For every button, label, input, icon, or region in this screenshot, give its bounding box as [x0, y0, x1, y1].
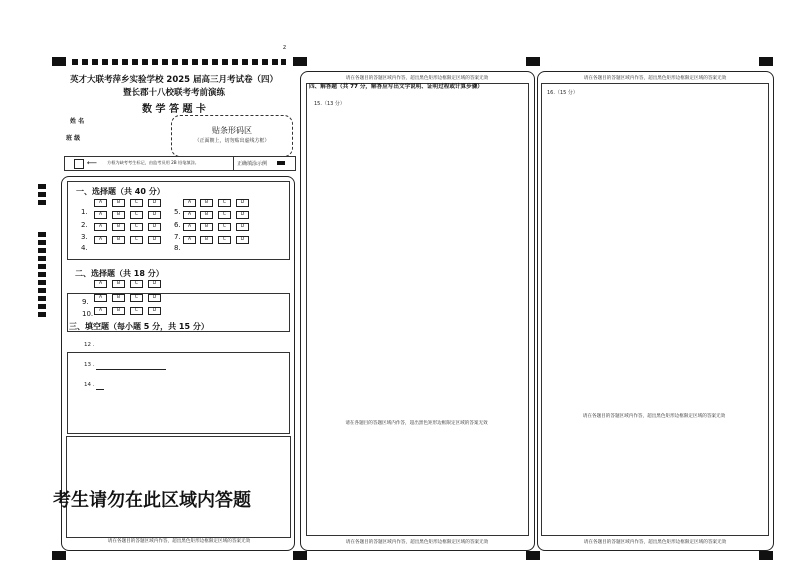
q10-option-a[interactable]: A — [94, 307, 107, 315]
corner-mark-bottom-left — [52, 551, 66, 560]
exam-title-line2: 暨长郡十八校联考考前演练 — [122, 88, 225, 98]
section1-title: 一、选择题（共 40 分） — [76, 187, 165, 196]
q13-answer-line[interactable] — [96, 369, 166, 370]
q4-option-a[interactable]: A — [94, 236, 107, 244]
q7-option-d[interactable]: D — [236, 223, 249, 231]
q7-number: 7. — [174, 233, 181, 241]
q4-option-c[interactable]: C — [130, 236, 143, 244]
q14-label: 14 . — [84, 382, 95, 388]
q9-option-c[interactable]: C — [130, 294, 143, 302]
q6-option-a[interactable]: A — [183, 211, 196, 219]
q3-option-d[interactable]: D — [148, 223, 161, 231]
no-answer-watermark: 考生请勿在此区域内答题 — [53, 490, 251, 511]
panel2-mid-warning: 请在各题目的答题区域内作答，超出黑色矩形边框限定区域的答案无效 — [345, 421, 488, 426]
absent-note: 方框为缺考考生标记，由监考员用 2B 铅笔填涂。 — [107, 160, 199, 165]
q9-option-a[interactable]: A — [94, 294, 107, 302]
q15-label: 15.（13 分） — [314, 101, 345, 107]
panel1-bottom-warning: 请在各题目的答题区域内作答，超出黑色矩形边框限定区域的答案无效 — [107, 539, 251, 544]
q3-option-a[interactable]: A — [94, 223, 107, 231]
corner-mark-bottom-right — [759, 551, 773, 560]
corner-mark-top-mid2 — [526, 57, 540, 66]
q2-option-c[interactable]: C — [130, 211, 143, 219]
q10-number: 10. — [82, 310, 94, 318]
arrow-left-icon: ⟵ — [87, 159, 98, 167]
q4-number: 4. — [81, 244, 88, 252]
q3-option-b[interactable]: B — [112, 223, 125, 231]
s2-header-option-b[interactable]: B — [112, 280, 125, 288]
q3-number: 3. — [81, 233, 88, 241]
q4-option-d[interactable]: D — [148, 236, 161, 244]
barcode-note: （正面朝上，切勿贴出虚线方框） — [194, 138, 270, 144]
q5-number: 5. — [174, 208, 181, 216]
section4-title: 四、解答题（共 77 分，解答应写出文字说明、证明过程或计算步骤） — [309, 84, 483, 90]
q9-option-b[interactable]: B — [112, 294, 125, 302]
panel2-top-warning: 请在各题目的答题区域内作答，超出黑色矩形边框限定区域的答案无效 — [345, 76, 489, 81]
q14-answer-line[interactable] — [96, 389, 104, 390]
q8-option-d[interactable]: D — [236, 236, 249, 244]
s2-header-option-d[interactable]: D — [148, 280, 161, 288]
q5-option-d[interactable]: D — [236, 199, 249, 207]
q10-option-b[interactable]: B — [112, 307, 125, 315]
corner-mark-bottom-mid2 — [526, 551, 540, 560]
s2-header-option-c[interactable]: C — [130, 280, 143, 288]
barcode-area — [171, 115, 293, 157]
q7-option-a[interactable]: A — [183, 223, 196, 231]
exam-title-line3: 数 学 答 题 卡 — [142, 104, 206, 115]
q7-option-c[interactable]: C — [218, 223, 231, 231]
panel3-top-warning: 请在各题目的答题区域内作答，超出黑色矩形边框限定区域的答案无效 — [583, 76, 727, 81]
q8-option-b[interactable]: B — [200, 236, 213, 244]
corner-mark-top-right — [759, 57, 773, 66]
q16-answer-area[interactable] — [541, 83, 769, 536]
absent-checkbox[interactable] — [74, 159, 84, 169]
q9-number: 9. — [82, 298, 89, 306]
q3-option-c[interactable]: C — [130, 223, 143, 231]
q12-label: 12 . — [84, 342, 95, 348]
section2-title: 二、选择题（共 18 分） — [75, 269, 164, 278]
q8-number: 8. — [174, 244, 181, 252]
q2-option-b[interactable]: B — [112, 211, 125, 219]
corner-mark-bottom-mid — [293, 551, 307, 560]
q16-label: 16.（15 分） — [547, 90, 578, 96]
q13-label: 13 . — [84, 362, 95, 368]
q15-answer-area[interactable] — [306, 83, 529, 536]
q4-option-b[interactable]: B — [112, 236, 125, 244]
q6-option-c[interactable]: C — [218, 211, 231, 219]
section3-title: 三、填空题（每小题 5 分，共 15 分） — [69, 322, 209, 331]
panel3-bottom-warning: 请在各题目的答题区域内作答，超出黑色矩形边框限定区域的答案无效 — [583, 540, 727, 545]
q1-option-d[interactable]: D — [148, 199, 161, 207]
q2-option-a[interactable]: A — [94, 211, 107, 219]
section3-box — [67, 352, 290, 434]
absent-row — [64, 156, 296, 171]
q2-number: 2. — [81, 221, 88, 229]
class-label: 班 级 — [66, 135, 81, 142]
q8-option-c[interactable]: C — [218, 236, 231, 244]
correct-fill-example — [277, 161, 285, 165]
q7-option-b[interactable]: B — [200, 223, 213, 231]
q6-option-d[interactable]: D — [236, 211, 249, 219]
q9-option-d[interactable]: D — [148, 294, 161, 302]
panel2-bottom-warning: 请在各题目的答题区域内作答，超出黑色矩形边框限定区域的答案无效 — [345, 540, 489, 545]
panel3-mid-warning: 请在各题目的答题区域内作答，超出黑色矩形边框限定区域的答案无效 — [582, 414, 726, 419]
stray-mark: z — [283, 44, 287, 51]
barcode-title: 贴条形码区 — [212, 126, 252, 135]
exam-title-line1: 英才大联考萍乡实验学校 2025 届高三月考试卷（四） — [69, 75, 279, 85]
q1-option-a[interactable]: A — [94, 199, 107, 207]
q1-option-b[interactable]: B — [112, 199, 125, 207]
q10-option-c[interactable]: C — [130, 307, 143, 315]
s2-header-option-a[interactable]: A — [94, 280, 107, 288]
corner-mark-top-mid — [293, 57, 307, 66]
name-label: 姓 名 — [70, 118, 85, 125]
q5-option-c[interactable]: C — [218, 199, 231, 207]
q6-option-b[interactable]: B — [200, 211, 213, 219]
q6-number: 6. — [174, 221, 181, 229]
q10-option-d[interactable]: D — [148, 307, 161, 315]
q5-option-a[interactable]: A — [183, 199, 196, 207]
q1-number: 1. — [81, 208, 88, 216]
q5-option-b[interactable]: B — [200, 199, 213, 207]
correct-fill-label: 正确填涂示例 — [237, 161, 268, 167]
q1-option-c[interactable]: C — [130, 199, 143, 207]
q8-option-a[interactable]: A — [183, 236, 196, 244]
q2-option-d[interactable]: D — [148, 211, 161, 219]
